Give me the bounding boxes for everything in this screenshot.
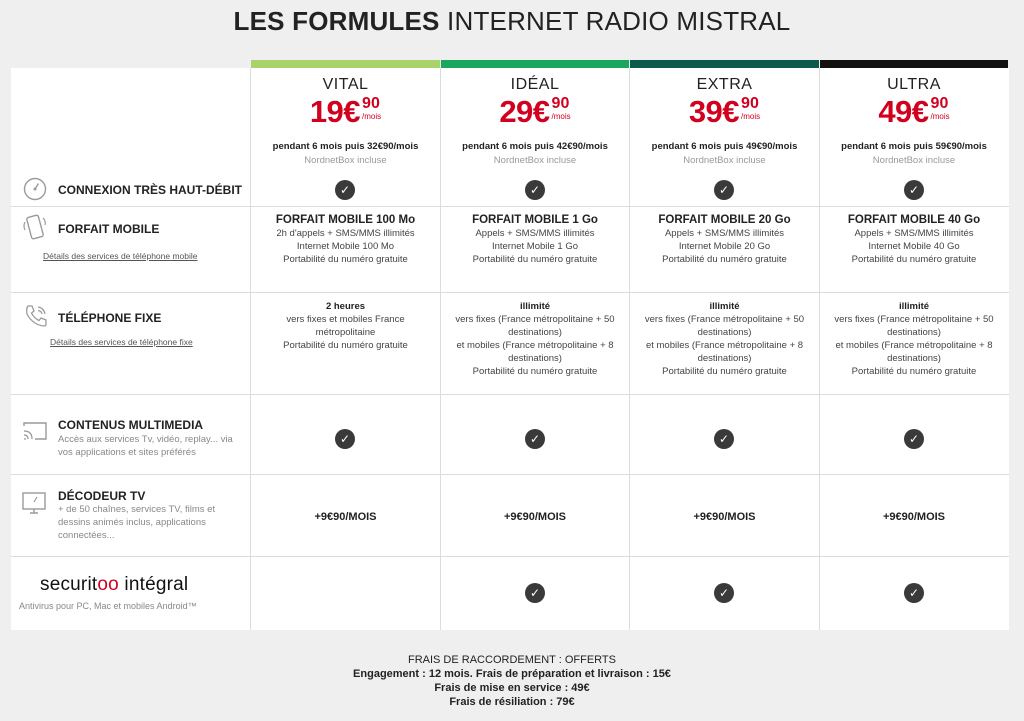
desc-line: Accès aux services Tv, vidéo, replay... via [58, 434, 233, 445]
plan-promo: pendant 6 mois puis 49€90/mois [651, 141, 798, 152]
fixe-line: métropolitaine [315, 327, 376, 338]
fixe-cell-extra [630, 300, 819, 378]
fixe-cell-ideal [441, 300, 629, 378]
fixe-cell-ultra [820, 300, 1008, 378]
check-icon: ✓ [904, 429, 924, 449]
feature-title-fixe: TÉLÉPHONE FIXE [58, 311, 162, 325]
decodeur-description [58, 503, 215, 542]
fixe-details-link[interactable]: Détails des services de téléphone fixe [50, 337, 193, 347]
plan-price [820, 94, 1008, 130]
price-unit: /mois [741, 112, 761, 121]
fixe-line: vers fixes (France métropolitaine + 50 [834, 314, 994, 325]
fixe-line: destinations) [508, 327, 562, 338]
mobile-cell-ultra [820, 213, 1008, 266]
desc-line: dessins animés inclus, applications [58, 517, 206, 528]
securitoo-logo [40, 574, 188, 596]
page-title-strong: LES FORMULES [233, 6, 440, 36]
plan-header-ideal [441, 68, 629, 168]
plan-box: NordnetBox incluse [493, 155, 577, 166]
price-unit: /mois [362, 112, 382, 121]
mobile-line: Internet Mobile 1 Go [491, 241, 579, 252]
mobile-line: Internet Mobile 20 Go [678, 241, 771, 252]
page-title [0, 6, 1024, 36]
price-euros: 49€ [878, 94, 929, 129]
feature-title-mobile: FORFAIT MOBILE [58, 222, 160, 236]
fixe-line: Portabilité du numéro gratuite [283, 340, 408, 351]
mobile-cell-extra [630, 213, 819, 266]
plan-bar-extra [630, 60, 819, 68]
mobile-line: Portabilité du numéro gratuite [662, 254, 787, 265]
page-title-light: INTERNET RADIO MISTRAL [447, 6, 791, 36]
decodeur-option-ideal: +9€90/MOIS [503, 511, 567, 523]
multimedia-description [58, 433, 233, 459]
mobile-phone-icon [23, 214, 47, 247]
logo-part: intégral [118, 574, 189, 595]
plan-bar-ideal [441, 60, 629, 68]
plan-header-ultra [820, 68, 1008, 168]
fixe-line: vers fixes et mobiles France [286, 314, 405, 325]
check-icon: ✓ [714, 583, 734, 603]
plan-price [251, 94, 440, 130]
fixe-headline: 2 heures [325, 301, 366, 312]
plan-name: ULTRA [887, 76, 941, 93]
price-cents: 90 [930, 95, 949, 112]
price-unit: /mois [551, 112, 571, 121]
fixe-line: destinations) [697, 327, 752, 338]
fixe-line: et mobiles (France métropolitaine + 8 [456, 340, 614, 351]
price-euros: 39€ [688, 94, 740, 129]
desc-line: connectées... [58, 530, 115, 541]
mobile-plan-title: FORFAIT MOBILE 100 Mo [275, 214, 416, 226]
fixe-line: destinations) [508, 353, 562, 364]
fixe-line: vers fixes (France métropolitaine + 50 [455, 314, 615, 325]
price-euros: 29€ [499, 94, 550, 129]
fixe-line: destinations) [697, 353, 752, 364]
plan-box: NordnetBox incluse [304, 155, 387, 166]
mobile-line: Portabilité du numéro gratuite [283, 254, 408, 265]
fixe-headline: illimité [898, 301, 930, 312]
feature-title-decodeur: DÉCODEUR TV [58, 489, 146, 503]
logo-part: oo [97, 574, 119, 595]
plan-header-vital [251, 68, 440, 168]
plan-bar-vital [251, 60, 440, 68]
fixe-line: vers fixes (France métropolitaine + 50 [644, 314, 805, 325]
plan-name: IDÉAL [510, 76, 560, 93]
cast-screen-icon [21, 420, 49, 447]
check-icon: ✓ [525, 583, 545, 603]
fixe-line: destinations) [887, 327, 941, 338]
mobile-cell-ideal [441, 213, 629, 266]
price-euros: 19€ [309, 94, 361, 129]
mobile-plan-title: FORFAIT MOBILE 40 Go [847, 214, 981, 226]
fixe-line: Portabilité du numéro gratuite [662, 366, 787, 377]
logo-part: securit [40, 574, 98, 595]
plan-promo: pendant 6 mois puis 32€90/mois [272, 141, 419, 152]
speedometer-icon [23, 177, 47, 206]
feature-title-multimedia: CONTENUS MULTIMEDIA [58, 418, 204, 432]
check-icon: ✓ [525, 180, 545, 200]
plan-promo: pendant 6 mois puis 42€90/mois [462, 141, 608, 152]
fixe-line: et mobiles (France métropolitaine + 8 [645, 340, 804, 351]
mobile-line: Appels + SMS/MMS illimités [475, 228, 595, 239]
plan-price [630, 94, 819, 130]
price-cents: 90 [551, 95, 570, 112]
plan-bar-ultra [820, 60, 1008, 68]
price-unit: /mois [930, 112, 950, 121]
securitoo-description: Antivirus pour PC, Mac et mobiles Android™ [19, 601, 197, 611]
decodeur-option-extra: +9€90/MOIS [693, 511, 756, 523]
fixe-line: destinations) [887, 353, 941, 364]
plan-name: VITAL [322, 76, 369, 93]
check-icon: ✓ [525, 429, 545, 449]
price-cents: 90 [362, 95, 380, 112]
phone-handset-icon [23, 303, 49, 334]
footer-conditions [0, 653, 1024, 709]
desc-line: + de 50 chaînes, services TV, films et [58, 504, 216, 515]
mobile-line: Appels + SMS/MMS illimités [664, 228, 785, 239]
footer-mise-en-service: Frais de mise en service : 49€ [434, 682, 590, 694]
feature-title-connexion: CONNEXION TRÈS HAUT-DÉBIT [58, 183, 243, 197]
mobile-plan-title: FORFAIT MOBILE 1 Go [472, 214, 598, 226]
plan-price [441, 94, 629, 130]
fixe-line: Portabilité du numéro gratuite [472, 366, 598, 377]
fixe-headline: illimité [709, 301, 740, 312]
fixe-headline: illimité [519, 301, 551, 312]
footer-raccordement: FRAIS DE RACCORDEMENT : OFFERTS [407, 654, 616, 666]
mobile-line: Internet Mobile 100 Mo [296, 241, 395, 252]
mobile-line: Portabilité du numéro gratuite [851, 254, 977, 265]
desc-line: vos applications et sites préférés [58, 447, 196, 458]
mobile-line: Appels + SMS/MMS illimités [854, 228, 974, 239]
mobile-details-link[interactable]: Détails des services de téléphone mobile [43, 251, 198, 261]
footer-engagement: Engagement : 12 mois. Frais de préparation et livraison : 15€ [353, 668, 671, 680]
mobile-line: Internet Mobile 40 Go [868, 241, 960, 252]
fixe-line: et mobiles (France métropolitaine + 8 [835, 340, 993, 351]
plan-box: NordnetBox incluse [872, 155, 956, 166]
check-icon: ✓ [904, 583, 924, 603]
fixe-line: Portabilité du numéro gratuite [851, 366, 977, 377]
check-icon: ✓ [904, 180, 924, 200]
check-icon: ✓ [335, 429, 355, 449]
mobile-line: 2h d'appels + SMS/MMS illimités [276, 228, 415, 239]
check-icon: ✓ [335, 180, 355, 200]
mobile-line: Portabilité du numéro gratuite [472, 254, 598, 265]
plan-box: NordnetBox incluse [683, 155, 766, 166]
decodeur-option-vital: +9€90/MOIS [314, 511, 377, 523]
price-cents: 90 [741, 95, 759, 112]
fixe-cell-vital [251, 300, 440, 352]
mobile-cell-vital [251, 213, 440, 266]
plan-name: EXTRA [696, 76, 753, 93]
check-icon: ✓ [714, 180, 734, 200]
mobile-plan-title: FORFAIT MOBILE 20 Go [658, 214, 791, 226]
plan-promo: pendant 6 mois puis 59€90/mois [841, 141, 987, 152]
check-icon: ✓ [714, 429, 734, 449]
tv-screen-icon [21, 491, 47, 520]
plan-header-extra [630, 68, 819, 168]
footer-resiliation: Frais de résiliation : 79€ [449, 696, 575, 708]
decodeur-option-ultra: +9€90/MOIS [882, 511, 946, 523]
